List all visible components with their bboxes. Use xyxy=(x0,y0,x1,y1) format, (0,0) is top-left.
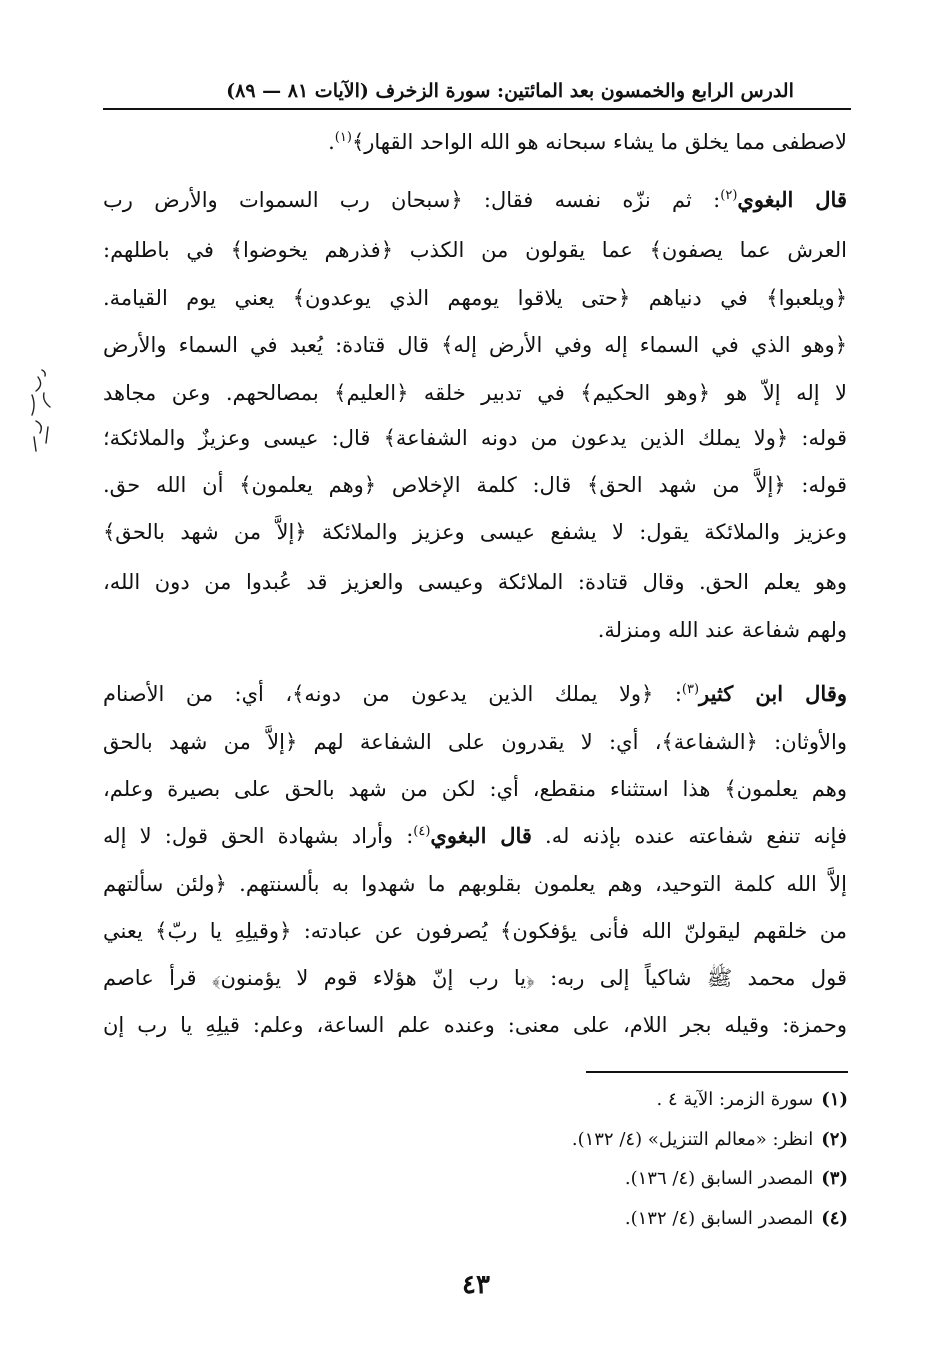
footnote-ref-3[interactable]: (٣) xyxy=(681,682,700,697)
line-1-end: . xyxy=(328,130,335,154)
text-line-14: وهم يعلمون﴾ هذا استثناء منقطع، أي: لكن من شهد بالحق على بصيرة وعلم، xyxy=(103,777,847,801)
footnote-2 xyxy=(400,1127,848,1153)
lead-baghawi-1: قال البغوي xyxy=(737,187,847,212)
text-line-5: ﴿وهو الذي في السماء إله وفي الأرض إله﴾ قال قتادة: يُعبد في السماء والأرض xyxy=(103,333,847,357)
footnote-2-text: انظر: «معالم التنزيل» (٤/ ١٣٢). xyxy=(571,1129,814,1150)
page-number: ٤٣ xyxy=(462,1270,490,1300)
text-line-11: ولهم شفاعة عند الله ومنزلة. xyxy=(597,618,847,642)
footnote-1-num: (١) xyxy=(821,1089,848,1110)
text-line-13: والأوثان: ﴿الشفاعة﴾، أي: لا يقدرون على الشفاعة لهم ﴿إلاَّ من شهد بالحق xyxy=(103,730,847,754)
text-line-17: من خلقهم ليقولنّ الله فأنى يؤفكون﴾ يُصرفون عن عبادته: ﴿وقيلِهِ يا ربّ﴾ يعني xyxy=(103,919,847,943)
footnote-2-num: (٢) xyxy=(821,1129,848,1150)
text-line-16: إلاَّ الله كلمة التوحيد، وهم يعلمون بقلوبهم ما شهدوا به بألسنتهم. ﴿ولئن سألتهم xyxy=(103,872,847,896)
line-2-text: : ثم نزّه نفسه فقال: ﴿سبحان رب السموات والأرض رب xyxy=(103,188,721,212)
lead-baghawi-2: قال البغوي xyxy=(430,823,532,848)
text-line-3: العرش عما يصفون﴾ عما يقولون من الكذب ﴿فذرهم يخوضوا﴾ في باطلهم: xyxy=(103,238,847,262)
line-15-text: : وأراد بشهادة الحق قول: لا إله xyxy=(103,824,414,848)
lead-ibn-kathir: وقال ابن كثير xyxy=(699,681,847,706)
footnote-1-text: سورة الزمر: الآية ٤ . xyxy=(656,1089,814,1110)
header-rule xyxy=(103,108,851,110)
footnote-4-text: المصدر السابق (٤/ ١٣٢). xyxy=(624,1208,814,1229)
text-line-10: وهو يعلم الحق. وقال قتادة: الملائكة وعيسى والعزيز قد عُبدوا من دون الله، xyxy=(103,570,847,594)
line-15-start: فإنه تنفع شفاعته عنده بإذنه له. xyxy=(545,824,847,848)
footnote-4 xyxy=(400,1206,848,1232)
text-line-15 xyxy=(103,822,847,850)
handwritten-margin-note xyxy=(22,365,62,460)
footnote-3 xyxy=(400,1166,848,1192)
text-line-18: قول محمد ﷺ شاكياً إلى ربه: ﴿يا رب إنّ هؤلاء قوم لا يؤمنون﴾ قرأ عاصم xyxy=(103,966,847,990)
footnote-ref-1[interactable]: (١) xyxy=(334,130,352,145)
footnote-ref-4[interactable]: (٤) xyxy=(413,824,431,839)
text-line-4: ﴿ويلعبوا﴾ في دنياهم ﴿حتى يلاقوا يومهم الذي يوعدون﴾ يعني يوم القيامة. xyxy=(103,286,847,310)
footnote-ref-2[interactable]: (٢) xyxy=(720,188,738,203)
text-line-19: وحمزة: وقيله بجر اللام، على معنى: وعنده علم الساعة، وعلم: قيلِهِ يا رب إن xyxy=(103,1013,847,1037)
text-line-6: لا إله إلاّ هو ﴿وهو الحكيم﴾ في تدبير خلقه ﴿العليم﴾ بمصالحهم. وعن مجاهد xyxy=(103,381,847,405)
footnote-4-num: (٤) xyxy=(821,1208,848,1229)
line-12-text: : ﴿ولا يملك الذين يدعون من دونه﴾، أي: من الأصنام xyxy=(103,682,682,706)
footnote-3-num: (٣) xyxy=(821,1168,848,1189)
footnote-rule xyxy=(586,1071,848,1073)
text-line-12 xyxy=(103,680,847,708)
text-line-1 xyxy=(103,128,847,156)
footnote-1 xyxy=(400,1087,848,1113)
running-header: الدرس الرابع والخمسون بعد المائتين: سورة الزخرف (الآيات ٨١ — ٨٩) xyxy=(226,80,794,102)
text-line-9: وعزيز والملائكة يقول: لا يشفع عيسى وعزيز والملائكة ﴿إلاَّ من شهد بالحق﴾ xyxy=(103,520,847,544)
text-line-8: قوله: ﴿إلاَّ من شهد الحق﴾ قال: كلمة الإخلاص ﴿وهم يعلمون﴾ أن الله حق. xyxy=(103,473,847,497)
text-line-7: قوله: ﴿ولا يملك الذين يدعون من دونه الشفاعة﴾ قال: عيسى وعزيزٌ والملائكة؛ xyxy=(103,426,847,450)
footnote-3-text: المصدر السابق (٤/ ١٣٦). xyxy=(624,1168,814,1189)
line-1-text: لاصطفى مما يخلق ما يشاء سبحانه هو الله الواحد القهار﴾ xyxy=(351,130,847,154)
text-line-2 xyxy=(103,186,847,214)
